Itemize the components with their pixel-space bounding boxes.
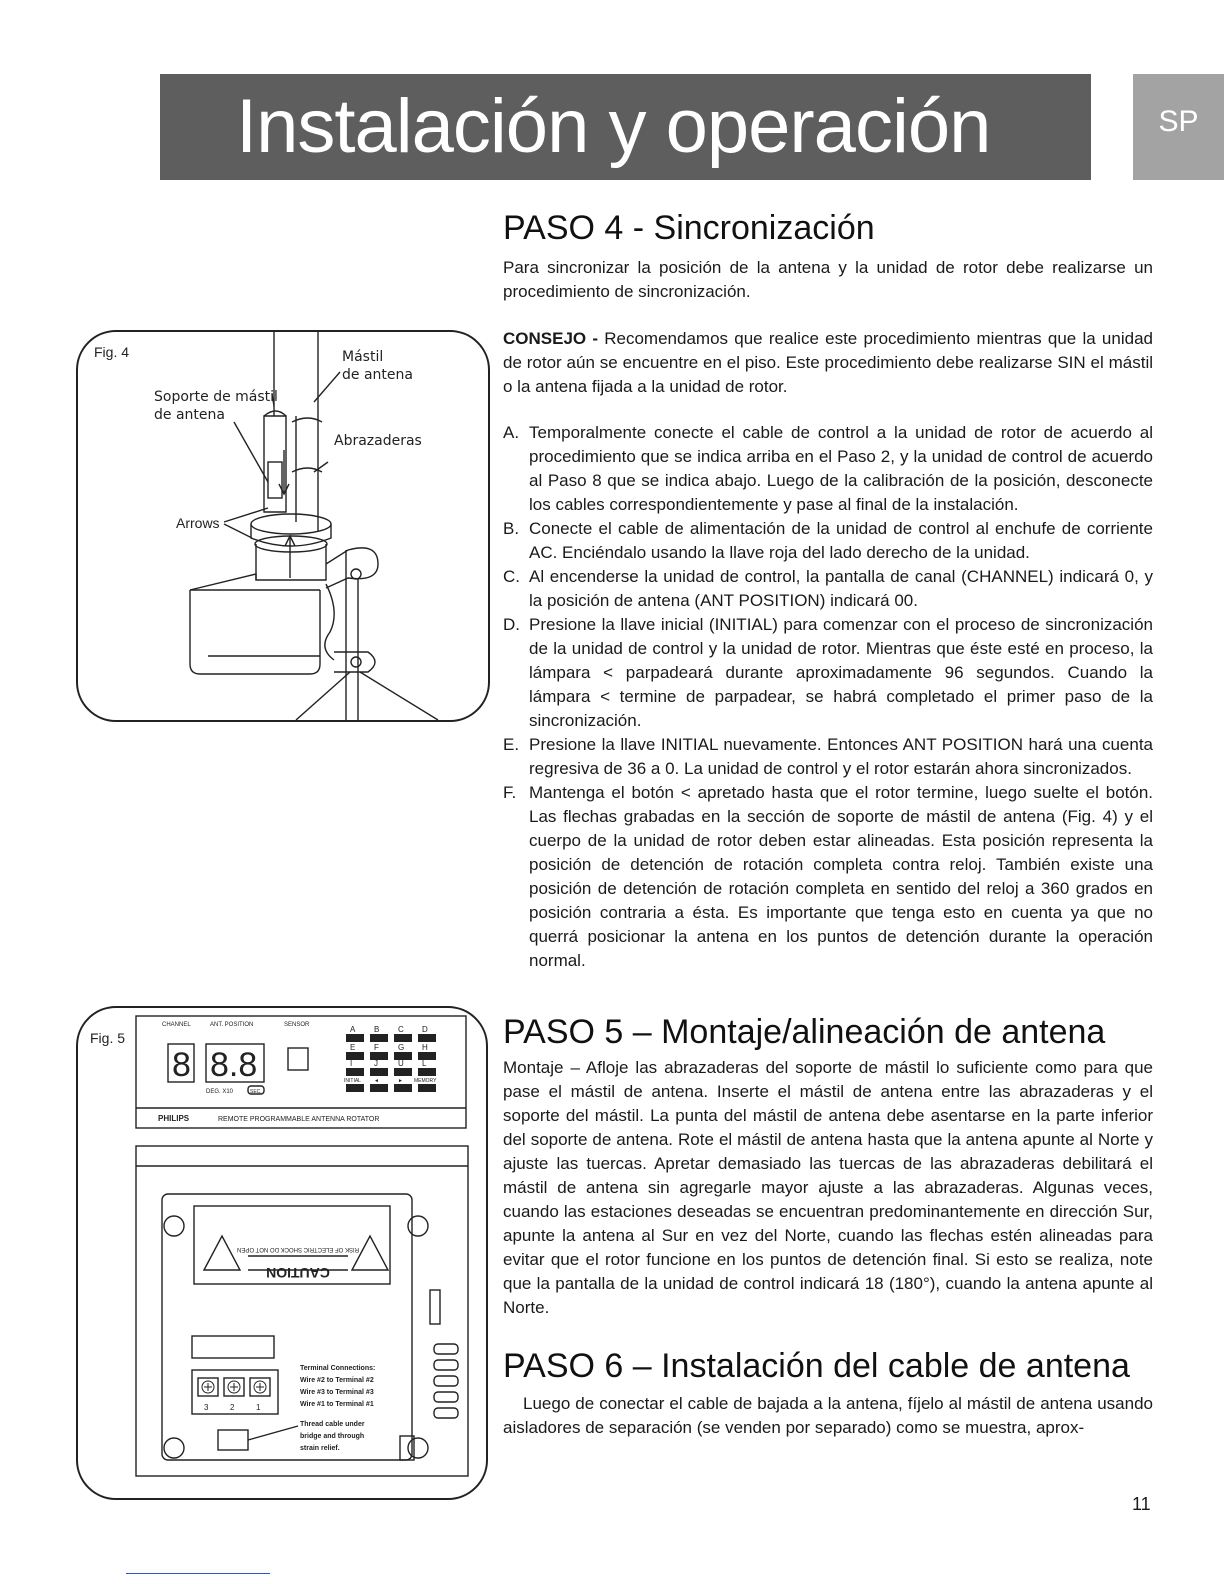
key-label: MEMORY <box>414 1078 437 1084</box>
key-label: ► <box>398 1078 403 1084</box>
key-label: H <box>422 1043 428 1052</box>
list-text: Al encenderse la unidad de control, la pantalla de canal (CHANNEL) indicará 0, y la posición de antena (ANT POSITION) indicará 00. <box>529 567 1153 610</box>
list-text: Presione la llave INITIAL nuevamente. Entonces ANT POSITION hará una cuenta regresiva de 36 a 0. La unidad de control y el rotor estarán ahora sincronizados. <box>529 735 1153 778</box>
terminal-line: Wire #3 to Terminal #3 <box>300 1389 374 1396</box>
thread-line: bridge and through <box>300 1433 365 1440</box>
step6-section <box>503 1346 1153 1440</box>
step6-heading: PASO 6 – Instalación del cable de antena <box>503 1347 1130 1385</box>
list-item <box>503 781 1153 973</box>
caution-label: CAUTION <box>266 1265 330 1281</box>
caution-subtext: RISK OF ELECTRIC SHOCK DO NOT OPEN <box>237 1246 359 1252</box>
list-letter: D. <box>503 615 520 634</box>
key-label: D <box>422 1025 428 1034</box>
key-label: I <box>350 1059 353 1068</box>
thread-line: Thread cable under <box>300 1421 365 1428</box>
step4-heading: PASO 4 - Sincronización <box>503 209 875 247</box>
list-item <box>503 613 1153 733</box>
list-text: Conecte el cable de alimentación de la unidad de control al enchufe de corriente AC. Enciéndalo usando la llave roja del lado derecho de la unidad. <box>529 519 1153 562</box>
key-label: A <box>350 1025 356 1034</box>
list-text: Presione la llave inicial (INITIAL) para comenzar con el proceso de sincronización de la unidad de control y la unidad de rotor. Mientras que éste esté en proceso, la lámpara < parpadeará durante aproximadamente 96 segundos. Cuando la lámpara < termine de parpadear, se habrá completado el primer paso de la sincronización. <box>529 615 1153 730</box>
list-item <box>503 421 1153 517</box>
step4-list <box>503 421 1153 973</box>
thread-line: strain relief. <box>300 1445 340 1452</box>
callout-support: Soporte de mástil de antena <box>154 389 278 423</box>
control-unit-illustration <box>78 1008 486 1498</box>
step4-intro: Para sincronizar la posición de la antena y la unidad de rotor debe realizarse un procedimiento de sincronización. <box>503 258 1153 301</box>
key-label: B <box>374 1025 380 1034</box>
list-text: Temporalmente conecte el cable de control a la unidad de rotor de acuerdo al procedimiento que se indica arriba en el Paso 2, y la unidad de control de acuerdo al Paso 8 que se indica abajo. Luego de la calibración de la posición, desconecte los cables correspondientemente y pase al final de la instalación. <box>529 423 1153 514</box>
key-label: U <box>398 1059 404 1068</box>
key-label: C <box>398 1025 404 1034</box>
figure-label: Fig. 4 <box>94 344 130 360</box>
step4-section <box>503 208 1153 973</box>
label-sensor: SENSOR <box>284 1022 310 1028</box>
figure-label: Fig. 5 <box>90 1030 126 1046</box>
language-tab: SP <box>1133 74 1224 180</box>
list-item <box>503 517 1153 565</box>
key-label: F <box>374 1043 379 1052</box>
step6-text: Luego de conectar el cable de bajada a la antena, fíjelo al mástil de antena usando aisladores de separación (se venden por separado) como se muestra, aprox- <box>503 1394 1153 1437</box>
label-channel: CHANNEL <box>162 1022 191 1028</box>
callout-arrows: Arrows <box>176 515 220 531</box>
list-letter: F. <box>503 783 517 802</box>
footnote-rule <box>126 1573 270 1574</box>
ant-position-digits: 8.8 <box>210 1046 258 1084</box>
key-label: ◄ <box>374 1078 379 1084</box>
callout-mast: Mástil de antena <box>342 349 413 383</box>
terminal-number: 3 <box>204 1403 209 1412</box>
key-label: J <box>374 1059 378 1068</box>
callout-clamps: Abrazaderas <box>334 433 422 449</box>
terminal-line: Wire #1 to Terminal #1 <box>300 1401 374 1408</box>
tip-text: Recomendamos que realice este procedimiento mientras que la unidad de rotor aún se encuentre en el piso. Este procedimiento debe realizarse SIN el mástil o la antena fijada a la unidad de rotor. <box>503 329 1153 396</box>
list-item <box>503 733 1153 781</box>
figure-5 <box>76 1006 488 1500</box>
label-sec: SEC. <box>250 1089 262 1095</box>
sensor-window <box>288 1048 308 1070</box>
key-label: E <box>350 1043 356 1052</box>
list-item <box>503 565 1153 613</box>
terminal-number: 1 <box>256 1403 261 1412</box>
label-deg: DEG. X10 <box>206 1089 234 1095</box>
list-letter: A. <box>503 423 520 442</box>
key-label: L <box>422 1059 427 1068</box>
figure-4 <box>76 330 490 722</box>
key-label: G <box>398 1043 405 1052</box>
list-text: Mantenga el botón < apretado hasta que el rotor termine, luego suelte el botón. Las flechas grabadas en la sección de soporte de mástil de antena (Fig. 4) y el cuerpo de la unidad de rotor deben estar alineadas. Esta posición representa la posición de detención de rotación completa contra reloj. También existe una posición de detención de rotación completa en sentido del reloj a 360 grados en posición contraria a ésta. Es importante que tenga esto en cuenta ya que no querrá posicionar la antena en los puntos de detención durante la operación normal. <box>529 783 1153 970</box>
tip-label: CONSEJO - <box>503 329 599 348</box>
page-number: 11 <box>1132 1494 1151 1514</box>
terminal-title: Terminal Connections: <box>300 1365 376 1372</box>
channel-digit: 8 <box>172 1046 191 1084</box>
step4-tip <box>503 327 1153 399</box>
list-letter: C. <box>503 567 520 586</box>
step5-section <box>503 1012 1153 1320</box>
terminal-number: 2 <box>230 1403 235 1412</box>
model-name: REMOTE PROGRAMMABLE ANTENNA ROTATOR <box>218 1116 380 1123</box>
step5-heading: PASO 5 – Montaje/alineación de antena <box>503 1013 1106 1051</box>
key-label: INITIAL <box>344 1078 361 1084</box>
list-letter: B. <box>503 519 520 538</box>
terminal-line: Wire #2 to Terminal #2 <box>300 1377 374 1384</box>
step5-text: Montaje – Afloje las abrazaderas del soporte de mástil lo suficiente como para que pase el mástil de antena. Inserte el mástil de antena entre las abrazaderas y el soporte del mástil. La punta del mástil de antena debe asentarse en la parte inferior del soporte de antena. Rote el mástil de antena hasta que la antena apunte al Norte y ajuste las tuercas. Apretar demasiado las tuercas de las abrazaderas debilitará el mástil de antena sin agregarle mayor ajuste a las abrazaderas. Algunas veces, cuando las estaciones deseadas se encuentran predominantemente en dirección Sur, apunte la antena al Sur en vez del Norte, cuando las flechas estén alineadas para evitar que el rotor funcione en los puntos de detención final. Si esto se realiza, note que la pantalla de la unidad de control indicará 18 (180°), cuando la antena apunte al Norte. <box>503 1058 1153 1317</box>
page-title: Instalación y operación <box>160 74 1091 180</box>
rotor-mast-illustration <box>78 332 488 720</box>
list-letter: E. <box>503 735 520 754</box>
label-ant-position: ANT. POSITION <box>210 1022 254 1028</box>
brand-logo-text: PHILIPS <box>158 1114 190 1123</box>
